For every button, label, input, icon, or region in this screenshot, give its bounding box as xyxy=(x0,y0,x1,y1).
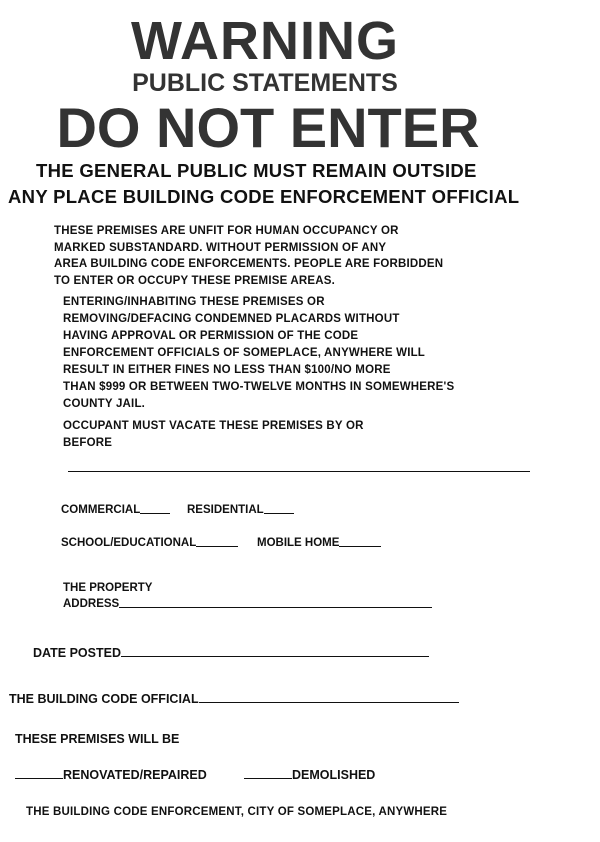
property-address-field xyxy=(63,597,432,611)
renovated-blank[interactable] xyxy=(15,778,63,779)
paragraph-line: ENTERING/INHABITING THESE PREMISES OR xyxy=(63,296,325,308)
paragraph-line: COUNTY JAIL. xyxy=(63,398,146,410)
official-field xyxy=(9,692,459,706)
demolished-blank[interactable] xyxy=(244,778,292,779)
mobile-home-label: MOBILE HOME xyxy=(257,537,340,549)
date-posted-blank[interactable] xyxy=(121,656,429,657)
unfit-premises-paragraph xyxy=(54,223,443,289)
footer-enforcement: THE BUILDING CODE ENFORCEMENT, CITY OF SOMEPLACE, ANYWHERE xyxy=(26,806,448,818)
commercial-label: COMMERCIAL xyxy=(61,504,141,516)
residential-field xyxy=(187,503,294,517)
paragraph-line: OCCUPANT MUST VACATE THESE PREMISES BY OR xyxy=(63,420,364,432)
paragraph-line: THAN $999 OR BETWEEN TWO-TWELVE MONTHS IN SOMEWHERE'S xyxy=(63,381,455,393)
do-not-enter-title: DO NOT ENTER xyxy=(56,96,480,159)
commercial-field xyxy=(61,503,170,517)
mobile-home-field xyxy=(257,536,381,550)
demolished-label: DEMOLISHED xyxy=(292,768,376,782)
school-label: SCHOOL/EDUCATIONAL xyxy=(61,537,197,549)
paragraph-line: ENFORCEMENT OFFICIALS OF SOMEPLACE, ANYWHERE WILL xyxy=(63,347,426,359)
address-blank[interactable] xyxy=(119,607,432,608)
paragraph-line: REMOVING/DEFACING CONDEMNED PLACARDS WITHOUT xyxy=(63,313,400,325)
property-label: THE PROPERTY xyxy=(63,582,153,594)
paragraph-line: TO ENTER OR OCCUPY THESE PREMISE AREAS. xyxy=(54,274,336,287)
premises-will-be-text: THESE PREMISES WILL BE xyxy=(15,732,180,746)
penalty-paragraph xyxy=(63,294,454,413)
warning-title: WARNING xyxy=(131,11,399,71)
commercial-blank[interactable] xyxy=(140,513,170,514)
enforcement-official-notice: ANY PLACE BUILDING CODE ENFORCEMENT OFFICIAL xyxy=(8,186,520,207)
public-statements-subtitle: PUBLIC STATEMENTS xyxy=(132,69,398,97)
paragraph-line: MARKED SUBSTANDARD. WITHOUT PERMISSION OF ANY xyxy=(54,241,387,254)
paragraph-line: HAVING APPROVAL OR PERMISSION OF THE CODE xyxy=(63,330,359,342)
date-posted-label: DATE POSTED xyxy=(33,646,121,660)
vacate-paragraph xyxy=(63,418,364,452)
date-posted-field xyxy=(33,646,429,660)
premises-will-be-label xyxy=(15,732,179,746)
residential-blank[interactable] xyxy=(264,513,294,514)
vacate-date-line[interactable] xyxy=(68,471,530,472)
paragraph-line: THESE PREMISES ARE UNFIT FOR HUMAN OCCUPANCY OR xyxy=(54,225,399,237)
address-label: ADDRESS xyxy=(63,598,120,610)
mobile-home-blank[interactable] xyxy=(339,546,381,547)
general-public-notice: THE GENERAL PUBLIC MUST REMAIN OUTSIDE xyxy=(36,160,477,181)
residential-label: RESIDENTIAL xyxy=(187,504,264,516)
paragraph-line: RESULT IN EITHER FINES NO LESS THAN $100/NO MORE xyxy=(63,364,391,376)
official-label: THE BUILDING CODE OFFICIAL xyxy=(9,692,199,706)
school-blank[interactable] xyxy=(196,546,238,547)
property-label-line1 xyxy=(63,581,152,595)
demolished-field xyxy=(244,768,375,782)
paragraph-line: AREA BUILDING CODE ENFORCEMENTS. PEOPLE ARE FORBIDDEN xyxy=(54,258,444,270)
renovated-label: RENOVATED/REPAIRED xyxy=(63,768,207,782)
renovated-field xyxy=(15,768,207,782)
official-blank[interactable] xyxy=(199,702,459,703)
school-field xyxy=(61,536,238,550)
paragraph-line: BEFORE xyxy=(63,437,113,449)
